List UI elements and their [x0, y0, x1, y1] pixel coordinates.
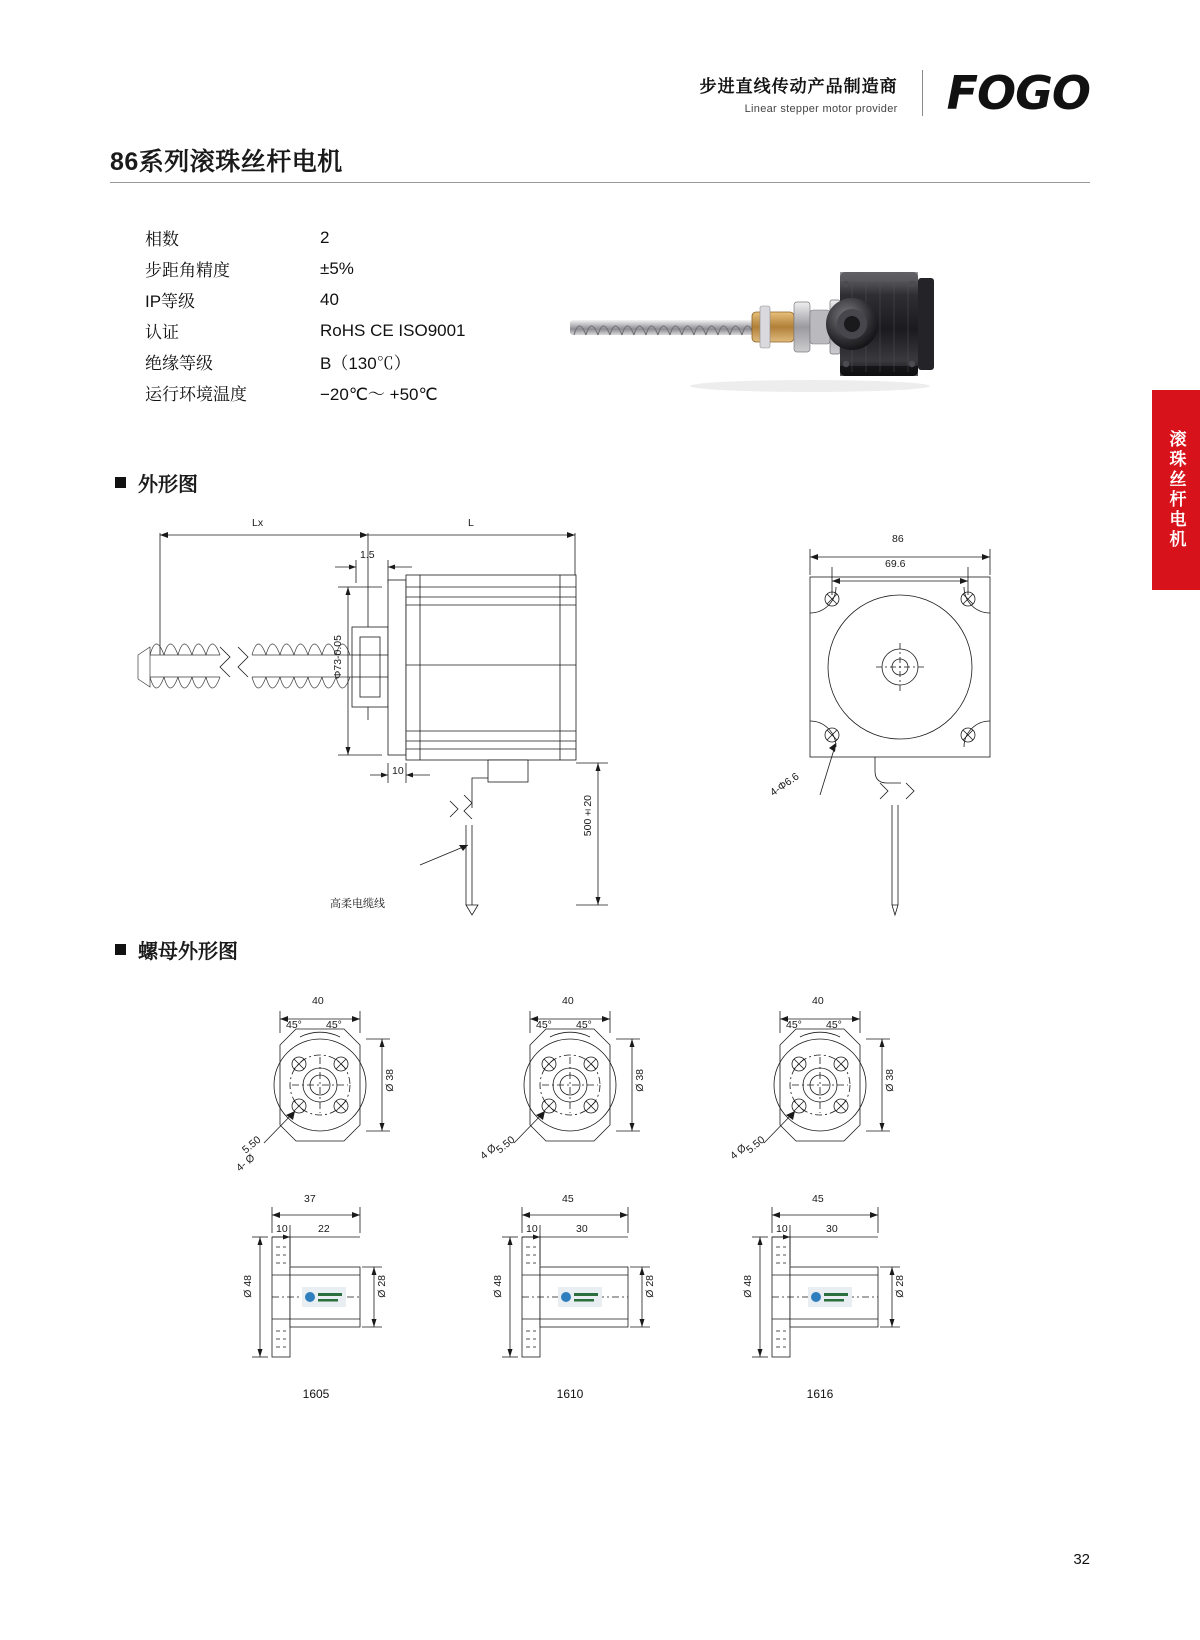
title-divider	[110, 182, 1090, 183]
dim-angle-right-1: 45°	[326, 1019, 342, 1031]
nut-side-view-1	[252, 1207, 382, 1357]
dim-pcd-1: 40	[312, 995, 324, 1007]
dim-od-3: Ø 48	[742, 1275, 754, 1298]
spec-label: 相数	[145, 230, 179, 249]
dim-hole-count-1: 4- Ø	[234, 1151, 258, 1175]
dim-lx: Lx	[252, 517, 264, 529]
dim-angle-left-1: 45°	[286, 1019, 302, 1031]
spec-value: ±5%	[320, 258, 354, 278]
brand-logo: FOGO	[946, 66, 1090, 120]
header-tagline	[700, 72, 898, 115]
header-tagline-en: Linear stepper motor provider	[744, 102, 898, 115]
dim-len-b-2: 30	[576, 1223, 588, 1235]
section-heading-nut-label: 螺母外形图	[138, 941, 238, 963]
motor-body-graphic	[826, 272, 934, 376]
nut-drawings	[234, 975, 960, 1435]
page-header	[699, 66, 1090, 120]
dim-len-a-1: 10	[276, 1223, 288, 1235]
spec-value: B（130℃）	[320, 354, 411, 373]
side-tab-label: 滚珠丝杆电机	[1152, 390, 1200, 590]
ball-nut-graphic	[752, 306, 794, 348]
label-cable: 高柔电缆线	[330, 898, 385, 910]
spec-value: RoHS CE ISO9001	[320, 320, 466, 340]
dim-flange-dia-3: Ø 38	[884, 1069, 896, 1092]
nut-caption-1605: 1605	[302, 1387, 330, 1401]
dim-cable-length: 500±20	[582, 795, 594, 837]
spec-label: 认证	[145, 323, 179, 342]
dim-len-a-2: 10	[526, 1223, 538, 1235]
page-number: 32	[1073, 1551, 1090, 1568]
section-heading-nut	[115, 935, 238, 964]
table-row	[145, 377, 466, 408]
dim-l: L	[468, 517, 474, 529]
dim-id-1: Ø 28	[376, 1275, 388, 1298]
table-row	[145, 284, 466, 315]
dim-pcd-2: 40	[562, 995, 574, 1007]
lead-screw-graphic	[570, 320, 756, 335]
dim-len-a-3: 10	[776, 1223, 788, 1235]
spec-value: −20℃～ +50℃	[320, 385, 438, 404]
header-divider	[922, 70, 923, 116]
table-row	[145, 346, 466, 377]
dim-mount-holes: 4-Φ6.6	[768, 770, 802, 799]
section-heading-outline	[115, 468, 198, 497]
dim-angle-left-3: 45°	[786, 1019, 802, 1031]
dim-hole-size-2: 5.50	[494, 1133, 518, 1157]
dim-1-5: 1.5	[360, 549, 375, 561]
dim-total-len-3: 45	[812, 1193, 824, 1205]
dim-hole-count-3: 4 Ø	[728, 1142, 749, 1163]
spec-label: IP等级	[145, 292, 196, 311]
dim-flange-dia-2: Ø 38	[634, 1069, 646, 1092]
table-row	[145, 315, 466, 346]
nut-caption-1610: 1610	[556, 1387, 584, 1401]
dim-angle-right-2: 45°	[576, 1019, 592, 1031]
dim-phi73: Φ73-0.05	[332, 635, 344, 679]
spec-value: 2	[320, 227, 330, 247]
dim-id-3: Ø 28	[894, 1275, 906, 1298]
dim-hole-size-3: 5.50	[744, 1133, 768, 1157]
spec-label: 步距角精度	[145, 261, 230, 280]
dim-10: 10	[392, 765, 404, 777]
page-title: 86系列滚珠丝杆电机	[110, 148, 343, 176]
spec-label: 运行环境温度	[145, 385, 247, 404]
spec-value: 40	[320, 289, 339, 309]
dim-angle-left-2: 45°	[536, 1019, 552, 1031]
spec-table	[145, 222, 466, 408]
dim-86: 86	[892, 533, 904, 545]
dim-flange-dia-1: Ø 38	[384, 1069, 396, 1092]
dim-hole-size-1: 5.50	[240, 1133, 264, 1157]
spec-label: 绝缘等级	[145, 354, 213, 373]
product-photo	[560, 240, 950, 400]
dim-total-len-1: 37	[304, 1193, 316, 1205]
square-bullet-icon	[115, 477, 126, 488]
table-row	[145, 253, 466, 284]
dim-69-6: 69.6	[885, 558, 906, 570]
dim-len-b-3: 30	[826, 1223, 838, 1235]
dim-od-1: Ø 48	[242, 1275, 254, 1298]
dim-total-len-2: 45	[562, 1193, 574, 1205]
section-heading-outline-label: 外形图	[138, 474, 198, 496]
nut-caption-1616: 1616	[806, 1387, 834, 1401]
dim-angle-right-3: 45°	[826, 1019, 842, 1031]
outline-drawing	[120, 505, 1080, 930]
dim-len-b-1: 22	[318, 1223, 330, 1235]
table-row	[145, 222, 466, 253]
dim-pcd-3: 40	[812, 995, 824, 1007]
dim-od-2: Ø 48	[492, 1275, 504, 1298]
square-bullet-icon	[115, 944, 126, 955]
header-tagline-cn: 步进直线传动产品制造商	[699, 76, 898, 96]
dim-id-2: Ø 28	[644, 1275, 656, 1298]
dim-hole-count-2: 4 Ø	[478, 1142, 499, 1163]
